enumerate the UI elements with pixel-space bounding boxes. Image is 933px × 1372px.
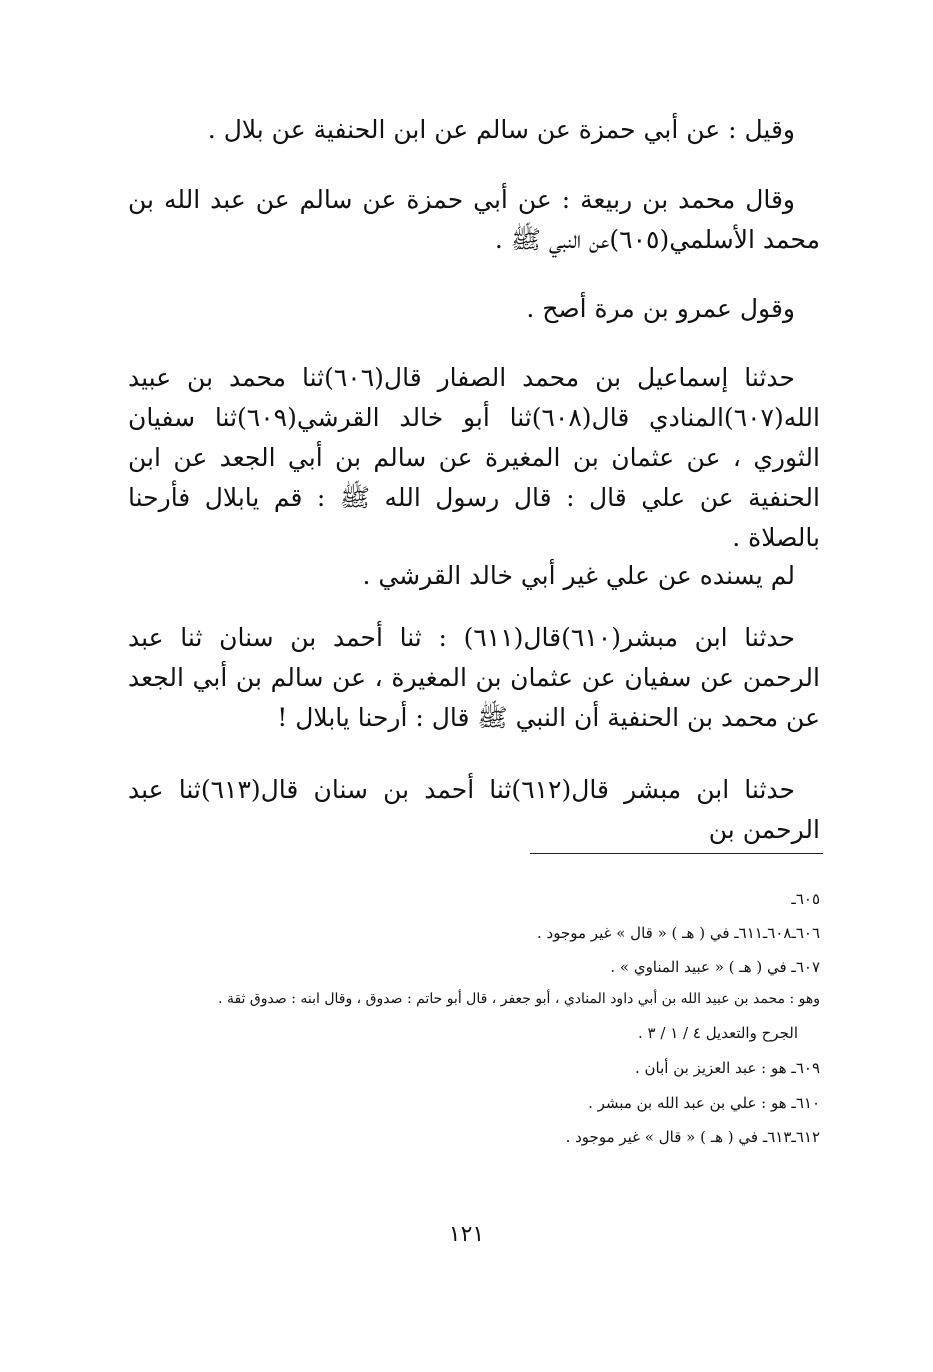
paragraph-1 bbox=[128, 110, 820, 150]
footnote-612: ٦١٢ـ٦١٣ـ في ( هـ ) « قال » غير موجود . bbox=[565, 1128, 820, 1146]
footnote-607: ٦٠٧ـ في ( هـ ) « عبيد المناوي » . bbox=[610, 958, 820, 976]
paragraph-2-text: وقال محمد بن ربيعة : عن أبي حمزة عن سالم عن عبد الله بن محمد الأسلمي(٦٠٥)عن النبي ﷺ . bbox=[128, 185, 820, 254]
paragraph-3 bbox=[128, 289, 820, 329]
footnote-separator bbox=[530, 853, 823, 854]
paragraph-4 bbox=[128, 358, 820, 558]
footnote-610: ٦١٠ـ هو : علي بن عبد الله بن مبشر . bbox=[588, 1094, 820, 1112]
paragraph-6 bbox=[128, 618, 820, 738]
paragraph-7 bbox=[128, 770, 820, 850]
footnote-607-source: الجرح والتعديل ٤ / ١ / ٣ . bbox=[638, 1024, 798, 1042]
footnote-606: ٦٠٦ـ٦٠٨ـ٦١١ـ في ( هـ ) « قال » غير موجود . bbox=[537, 924, 820, 942]
page-number: ١٢١ bbox=[448, 1222, 485, 1247]
paragraph-1-text: وقيل : عن أبي حمزة عن سالم عن ابن الحنفية عن بلال . bbox=[207, 115, 795, 144]
footnote-605: ٦٠٥ـ bbox=[791, 890, 820, 908]
footnote-609: ٦٠٩ـ هو : عبد العزيز بن أبان . bbox=[635, 1059, 820, 1077]
paragraph-5 bbox=[128, 556, 820, 596]
paragraph-3-text: وقول عمرو بن مرة أصح . bbox=[526, 294, 795, 323]
paragraph-4-text: حدثنا إسماعيل بن محمد الصفار قال(٦٠٦)ثنا محمد بن عبيد الله(٦٠٧)المنادي قال(٦٠٨)ثنا أبو خالد القرشي(٦٠٩)ثنا سفيان الثوري ، عن عثمان بن المغيرة عن سالم بن أبي الجعد عن ابن الحنفية عن علي قال : قال رسول الله ﷺ : قم يابلال فأرحنا بالصلاة . bbox=[128, 363, 820, 552]
paragraph-2 bbox=[128, 180, 820, 260]
paragraph-5-text: لم يسنده عن علي غير أبي خالد القرشي . bbox=[362, 561, 795, 590]
footnote-607-detail: وهو : محمد بن عبيد الله بن أبي داود المنادي ، أبو جعفر ، قال أبو حاتم : صدوق ، وقال ابنه : صدوق ثقة . bbox=[218, 991, 820, 1007]
paragraph-6-text: حدثنا ابن مبشر(٦١٠)قال(٦١١) : ثنا أحمد بن سنان ثنا عبد الرحمن عن سفيان عن عثمان بن المغيرة ، عن سالم بن أبي الجعد عن محمد بن الحنفية أن النبي ﷺ قال : أرحنا يابلال ! bbox=[128, 623, 820, 732]
paragraph-7-text: حدثنا ابن مبشر قال(٦١٢)ثنا أحمد بن سنان قال(٦١٣)ثنا عبد الرحمن بن bbox=[128, 775, 820, 844]
